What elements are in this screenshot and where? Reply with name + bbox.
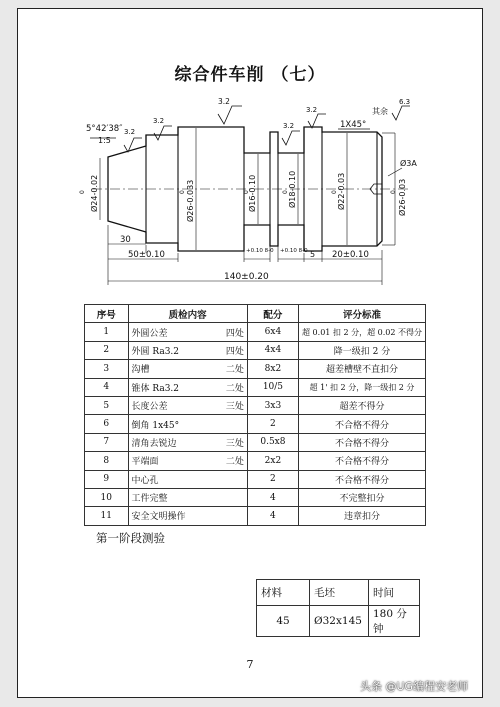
table-row (85, 433, 426, 451)
row-item-text: 安全文明操作 (131, 512, 186, 523)
row-item-text: 中心孔 (131, 475, 159, 486)
row-item-count: 二处 (225, 365, 244, 376)
table-row (85, 360, 426, 378)
row-score: 4x4 (247, 341, 298, 359)
row-score: 2x2 (247, 452, 298, 470)
row-standard: 超 0.01 扣 2 分，超 0.02 不得分 (299, 323, 426, 341)
center-hole-label: Ø3A (400, 159, 417, 168)
row-item (128, 488, 247, 506)
chamfer-label: 1X45° (340, 120, 367, 130)
len-20-label: 20±0.10 (332, 250, 369, 260)
row-item-text: 长度公差 (131, 402, 168, 413)
table-row (85, 396, 426, 414)
row-number: 5 (85, 396, 129, 414)
len-50-label: 50±0.10 (128, 250, 165, 260)
row-item (128, 470, 247, 488)
table-row (85, 507, 426, 525)
row-number: 3 (85, 360, 129, 378)
row-number: 6 (85, 415, 129, 433)
page-title: 综合件车削 （七） (174, 65, 326, 85)
row-item-count: 二处 (225, 383, 244, 394)
roughness-rest-label: 6.3 (399, 98, 411, 106)
spec-header-blank: 毛坯 (310, 580, 369, 606)
roughness-label: 3.2 (283, 122, 295, 130)
row-standard: 不合格不得分 (299, 415, 426, 433)
row-score: 6x4 (247, 323, 298, 341)
table-row (85, 341, 426, 359)
zero-label: 0 (243, 190, 250, 194)
row-item-count: 三处 (225, 402, 244, 413)
row-item (128, 378, 247, 396)
row-item (128, 433, 247, 451)
row-number: 10 (85, 488, 129, 506)
spec-time-value: 180 分钟 (369, 606, 420, 637)
row-number: 8 (85, 452, 129, 470)
row-item-text: 工件完整 (131, 494, 168, 505)
watermark: 头条 @UG编程安老师 (360, 680, 469, 693)
zero-label: 0 (331, 190, 338, 194)
dia-26-left-label: Ø26-0.033 (186, 179, 195, 222)
spec-header-material: 材料 (257, 580, 310, 606)
roughness-label: 3.2 (153, 117, 165, 125)
zero-label: 0 (282, 190, 289, 194)
row-standard: 不合格不得分 (299, 470, 426, 488)
grading-table (84, 304, 426, 526)
row-item-text: 倒角 1x45° (131, 420, 180, 431)
row-item-count: 二处 (225, 457, 244, 468)
row-item (128, 341, 247, 359)
stage-heading: 第一阶段测验 (96, 531, 165, 545)
taper-angle-label: 5°42′38″ (86, 124, 123, 134)
dia-26-right-label: Ø26-0.03 (398, 178, 407, 216)
row-number: 7 (85, 433, 129, 451)
dia-18-label: Ø18-0.10 (288, 170, 297, 208)
row-standard: 降一级扣 2 分 (299, 341, 426, 359)
table-row (85, 378, 426, 396)
row-item-text: 外圆 Ra3.2 (131, 346, 180, 357)
row-standard: 不完整扣分 (299, 488, 426, 506)
dia-16-label: Ø16-0.10 (248, 174, 257, 212)
row-score: 0.5x8 (247, 433, 298, 451)
row-item-text: 清角去锐边 (131, 438, 177, 449)
table-header-row (85, 305, 426, 323)
row-score: 10/5 (247, 378, 298, 396)
dia-22-label: Ø22-0.03 (337, 172, 346, 210)
spec-material-value: 45 (257, 606, 310, 637)
row-item-text: 外圆公差 (131, 328, 168, 339)
row-score: 4 (247, 488, 298, 506)
len-5-label: 5 (310, 250, 316, 259)
table-row (85, 452, 426, 470)
spec-blank-value: Ø32x145 (310, 606, 369, 637)
row-item-text: 锥体 Ra3.2 (131, 383, 180, 394)
roughness-label: 3.2 (218, 97, 230, 106)
groove-left-label: +0.10 8-0 (246, 248, 274, 254)
row-number: 1 (85, 323, 129, 341)
col-header-score: 配分 (247, 305, 298, 323)
roughness-label: 3.2 (306, 106, 318, 114)
row-item-text: 平端面 (131, 457, 159, 468)
row-item (128, 323, 247, 341)
table-row (85, 415, 426, 433)
row-number: 11 (85, 507, 129, 525)
col-header-standard: 评分标准 (299, 305, 426, 323)
col-header-no: 序号 (85, 305, 129, 323)
row-score: 8x2 (247, 360, 298, 378)
row-number: 4 (85, 378, 129, 396)
page-number: 7 (246, 658, 254, 671)
total-length-label: 140±0.20 (224, 272, 269, 282)
row-number: 9 (85, 470, 129, 488)
spec-header-time: 时间 (369, 580, 420, 606)
len-30-label: 30 (120, 235, 131, 245)
row-item (128, 507, 247, 525)
zero-label: 0 (390, 190, 397, 194)
row-score: 2 (247, 415, 298, 433)
row-item (128, 360, 247, 378)
row-standard: 超 1' 扣 2 分，降一级扣 2 分 (299, 378, 426, 396)
row-item-count: 四处 (225, 346, 244, 357)
row-standard: 超差不得分 (299, 396, 426, 414)
row-item (128, 415, 247, 433)
row-score: 4 (247, 507, 298, 525)
zero-label: 0 (79, 190, 86, 194)
row-item (128, 452, 247, 470)
part-drawing (0, 0, 500, 300)
roughness-label: 3.2 (124, 128, 136, 136)
table-row (85, 470, 426, 488)
row-item (128, 396, 247, 414)
spec-header-row (257, 580, 420, 606)
table-row (85, 488, 426, 506)
row-standard: 不合格不得分 (299, 452, 426, 470)
zero-label: 0 (179, 190, 186, 194)
taper-ratio-label: 1:5 (98, 136, 111, 145)
row-item-count: 三处 (225, 438, 244, 449)
row-number: 2 (85, 341, 129, 359)
row-standard: 违章扣分 (299, 507, 426, 525)
table-row (85, 323, 426, 341)
col-header-item: 质检内容 (128, 305, 247, 323)
row-item-count: 四处 (225, 328, 244, 339)
dia-left-label: Ø24-0.02 (90, 174, 99, 212)
groove-right-label: +0.10 8-0 (280, 248, 308, 254)
finish-rest-label: 其余 (372, 107, 388, 116)
row-score: 3x3 (247, 396, 298, 414)
spec-table (256, 579, 420, 637)
row-standard: 超差槽壁不直扣分 (299, 360, 426, 378)
row-item-text: 沟槽 (131, 365, 150, 376)
row-score: 2 (247, 470, 298, 488)
spec-value-row (257, 606, 420, 637)
row-standard: 不合格不得分 (299, 433, 426, 451)
